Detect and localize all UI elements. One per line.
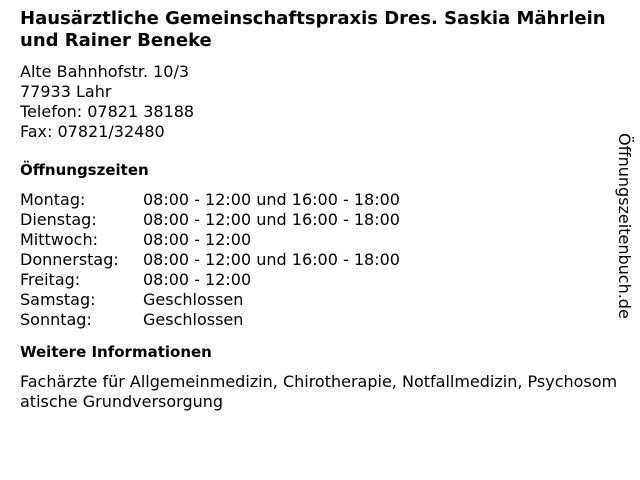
- hours-day-label: Freitag:: [20, 270, 81, 289]
- hours-row-friday: [20, 270, 620, 290]
- practice-card: [20, 8, 620, 412]
- hours-day-label: Montag:: [20, 190, 86, 209]
- further-info-text: Fachärzte für Allgemeinmedizin, Chirotherapie, Notfallmedizin, Psychosomatische Grundversorgung: [20, 372, 618, 411]
- hours-time-value: 08:00 - 12:00: [143, 270, 252, 289]
- hours-day-label: Mittwoch:: [20, 230, 98, 249]
- hours-row-tuesday: [20, 210, 620, 230]
- street-address: Alte Bahnhofstr. 10/3: [20, 62, 190, 81]
- practice-name: Hausärztliche Gemeinschaftspraxis Dres. Saskia Mährlein und Rainer Beneke: [20, 8, 606, 51]
- hours-time-value: Geschlossen: [143, 310, 244, 329]
- hours-row-saturday: [20, 290, 620, 310]
- hours-row-sunday: [20, 310, 620, 330]
- hours-time-value: 08:00 - 12:00 und 16:00 - 18:00: [143, 210, 400, 229]
- hours-day-label: Donnerstag:: [20, 250, 119, 269]
- opening-hours-heading: Öffnungszeiten: [20, 161, 149, 179]
- hours-row-monday: [20, 190, 620, 210]
- further-info-heading: Weitere Informationen: [20, 343, 212, 361]
- contact-block: [20, 62, 620, 142]
- fax-number: Fax: 07821/32480: [20, 122, 165, 141]
- hours-day-label: Dienstag:: [20, 210, 97, 229]
- hours-time-value: 08:00 - 12:00 und 16:00 - 18:00: [143, 190, 400, 209]
- hours-time-value: 08:00 - 12:00: [143, 230, 252, 249]
- phone-number: Telefon: 07821 38188: [20, 102, 195, 121]
- hours-row-wednesday: [20, 230, 620, 250]
- hours-row-thursday: [20, 250, 620, 270]
- brand-watermark: Öffnungszeitenbuch.de: [615, 133, 634, 319]
- hours-time-value: Geschlossen: [143, 290, 244, 309]
- hours-day-label: Sonntag:: [20, 310, 92, 329]
- hours-time-value: 08:00 - 12:00 und 16:00 - 18:00: [143, 250, 400, 269]
- hours-day-label: Samstag:: [20, 290, 96, 309]
- postal-city: 77933 Lahr: [20, 82, 112, 101]
- opening-hours-table: [20, 190, 620, 330]
